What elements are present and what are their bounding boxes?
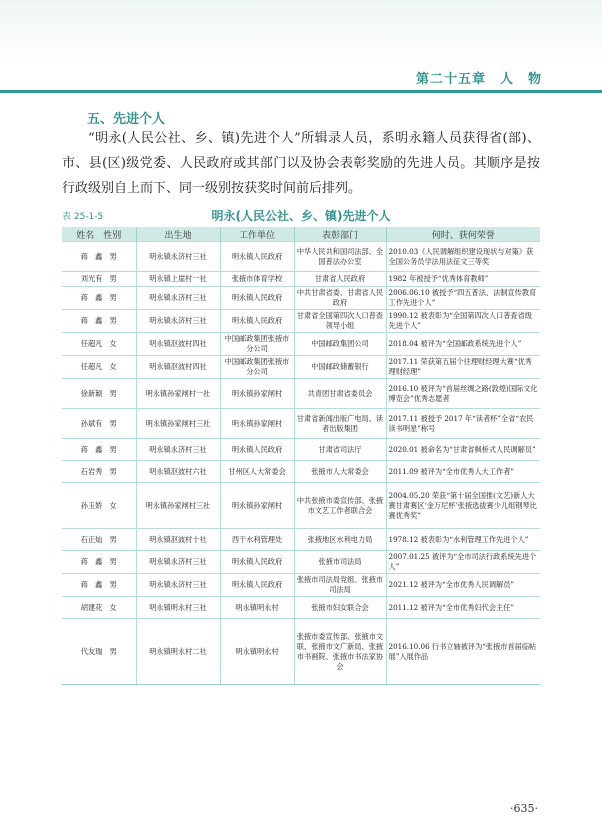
table-row [62, 461, 540, 483]
cell-birthplace: 明永镇沤波村十社 [136, 529, 220, 551]
table-row [62, 333, 540, 356]
table-row [62, 597, 540, 619]
cell-awarding-dept: 中国邮政储蓄银行 [294, 356, 386, 379]
cell-work-unit: 明永镇人民政府 [220, 551, 294, 574]
cell-name-gender: 石岩秀 男 [62, 461, 136, 483]
cell-work-unit: 明永镇孙家闸村 [220, 483, 294, 529]
cell-birthplace: 明永镇孙家闸村三社 [136, 409, 220, 439]
cell-work-unit: 明永镇人民政府 [220, 574, 294, 597]
cell-awarding-dept: 张掖市司法局党组、张掖市司法局 [294, 574, 386, 597]
section-heading: 五、先进个人 [87, 112, 166, 127]
cell-birthplace: 明永镇永济村三社 [136, 287, 220, 310]
table-row [62, 379, 540, 409]
cell-awarding-dept: 张掖市司法局 [294, 551, 386, 574]
table-row [62, 483, 540, 529]
cell-birthplace: 明永镇明永村三社 [136, 597, 220, 619]
chapter-title: 第二十五章 人 物 [415, 72, 542, 87]
table-row [62, 356, 540, 379]
cell-birthplace: 明永镇永济村三社 [136, 574, 220, 597]
cell-work-unit: 西干水利管理处 [220, 529, 294, 551]
cell-honor: 2004.05.20 荣获“第十届全国推(文艺)新人大赛甘肃赛区‘金万尼杯’张掖选拔赛少儿组钢琴比赛优秀奖” [386, 483, 540, 529]
column-header-honor: 何时、获何荣誉 [386, 227, 540, 242]
cell-awarding-dept: 甘肃省新闻出版广电局、读者出版集团 [294, 409, 386, 439]
cell-awarding-dept: 张掖市人大常委会 [294, 461, 386, 483]
column-header-birthplace: 出生地 [136, 227, 220, 242]
cell-work-unit: 明永镇人民政府 [220, 287, 294, 310]
cell-birthplace: 明永镇明永村二社 [136, 619, 220, 685]
cell-birthplace: 明永镇沤波村四社 [136, 333, 220, 356]
table-row [62, 242, 540, 272]
cell-name-gender: 孙斌有 男 [62, 409, 136, 439]
cell-awarding-dept: 中共张掖市委宣传部、张掖市文艺工作者联合会 [294, 483, 386, 529]
cell-name-gender: 蒋 鑫 男 [62, 439, 136, 461]
cell-honor: 1978.12 被表彰为“水利管理工作先进个人” [386, 529, 540, 551]
cell-work-unit: 明永镇人民政府 [220, 439, 294, 461]
cell-honor: 2018.04 被评为“全国邮政系统先进个人” [386, 333, 540, 356]
cell-awarding-dept: 甘肃省人民政府 [294, 272, 386, 287]
cell-honor: 1990.12 被表彰为“全国第四次人口普查省级先进个人” [386, 310, 540, 333]
cell-awarding-dept: 甘肃省全国第四次人口普查领导小组 [294, 310, 386, 333]
cell-work-unit: 甘州区人大常委会 [220, 461, 294, 483]
cell-awarding-dept: 中国邮政集团公司 [294, 333, 386, 356]
cell-birthplace: 明永镇沤波村六社 [136, 461, 220, 483]
column-header-work-unit: 工作单位 [220, 227, 294, 242]
chapter-divider [0, 90, 602, 93]
table-header-row [62, 227, 540, 242]
cell-work-unit: 张掖市体育学校 [220, 272, 294, 287]
cell-name-gender: 刘光有 男 [62, 272, 136, 287]
cell-name-gender: 蒋 鑫 男 [62, 574, 136, 597]
cell-honor: 1982 年被授予“优秀体育教师” [386, 272, 540, 287]
table-body [62, 242, 540, 685]
cell-honor: 2016.10.06 行书立轴被评为“张掖市首届临帖展”入展作品 [386, 619, 540, 685]
cell-name-gender: 蒋 鑫 男 [62, 310, 136, 333]
cell-name-gender: 徐新颖 男 [62, 379, 136, 409]
cell-work-unit: 中国邮政集团张掖市分公司 [220, 356, 294, 379]
intro-paragraph: “明永(人民公社、乡、镇)先进个人”所辑录人员，系明永籍人员获得省(部)、市、县(区)级党委、人民政府或其部门以及协会表彰奖励的先进人员。其顺序是按行政级别自上而下、同一级别按获奖时间前后排列。 [62, 131, 540, 196]
cell-birthplace: 明永镇孙家闸村三社 [136, 483, 220, 529]
cell-name-gender: 蒋 鑫 男 [62, 242, 136, 272]
cell-honor: 2010.03《人民调解组织建设现状与对策》获全国公务员学法用法征文三等奖 [386, 242, 540, 272]
cell-birthplace: 明永镇永济村三社 [136, 439, 220, 461]
cell-honor: 2011.12 被评为“全市优秀妇代会主任” [386, 597, 540, 619]
table-row [62, 310, 540, 333]
cell-awarding-dept: 中共甘肃省委、甘肃省人民政府 [294, 287, 386, 310]
cell-name-gender: 石正灿 男 [62, 529, 136, 551]
table-row [62, 287, 540, 310]
cell-awarding-dept: 甘肃省司法厅 [294, 439, 386, 461]
honors-table [62, 227, 540, 685]
cell-honor: 2021.12 被评为“全市优秀人民调解员” [386, 574, 540, 597]
cell-work-unit: 明永镇孙家闸村 [220, 379, 294, 409]
cell-name-gender: 代友瑞 男 [62, 619, 136, 685]
cell-name-gender: 任超凡 女 [62, 356, 136, 379]
header-band [0, 0, 602, 64]
table-row [62, 551, 540, 574]
cell-honor: 2017.11 荣获第五届个往理财经理大赛“优秀理财经理” [386, 356, 540, 379]
cell-birthplace: 明永镇孙家闸村一社 [136, 379, 220, 409]
table-row [62, 619, 540, 685]
table-number: 表 25-1-5 [62, 212, 104, 222]
table-row [62, 529, 540, 551]
cell-work-unit: 明永镇明永村 [220, 619, 294, 685]
cell-work-unit: 明永镇明永村 [220, 597, 294, 619]
cell-awarding-dept: 张掖地区水利电力局 [294, 529, 386, 551]
page-number: ·635· [510, 802, 538, 815]
table-row [62, 409, 540, 439]
cell-work-unit: 明永镇人民政府 [220, 242, 294, 272]
cell-honor: 2007.01.25 被评为“全市司法行政系统先进个人” [386, 551, 540, 574]
cell-awarding-dept: 张掖市委宣传部、张掖市文联、张掖市文广新局、张掖市书画院、张掖市书法家协会 [294, 619, 386, 685]
cell-honor: 2011.09 被评为“全市优秀人大工作者” [386, 461, 540, 483]
cell-name-gender: 任超凡 女 [62, 333, 136, 356]
cell-name-gender: 胡建花 女 [62, 597, 136, 619]
table-row [62, 272, 540, 287]
cell-honor: 2006.06.10 被授予“四五普法、法制宣传教育工作先进个人” [386, 287, 540, 310]
cell-birthplace: 明永镇永济村三社 [136, 310, 220, 333]
table-title: 明永(人民公社、乡、镇)先进个人 [211, 209, 391, 223]
cell-awarding-dept: 张掖市妇女联合会 [294, 597, 386, 619]
cell-awarding-dept: 共青团甘肃省委员会 [294, 379, 386, 409]
cell-name-gender: 蒋 鑫 男 [62, 551, 136, 574]
cell-work-unit: 中国邮政集团张掖市分公司 [220, 333, 294, 356]
cell-birthplace: 明永镇上崖村一社 [136, 272, 220, 287]
cell-honor: 2020.01 被命名为“甘肃省枫桥式人民调解员” [386, 439, 540, 461]
column-header-name-gender: 姓名 性别 [62, 227, 136, 242]
cell-awarding-dept: 中华人民共和国司法部、全国普法办公室 [294, 242, 386, 272]
table-row [62, 574, 540, 597]
cell-work-unit: 明永镇孙家闸村 [220, 409, 294, 439]
cell-honor: 2017.11 被授予 2017 年“读者杯”全省“农民读书明星”称号 [386, 409, 540, 439]
cell-honor: 2016.10 被评为“首届丝绸之路(敦煌)国际文化博览会”优秀志愿者 [386, 379, 540, 409]
cell-birthplace: 明永镇沤波村四社 [136, 356, 220, 379]
table-row [62, 439, 540, 461]
cell-birthplace: 明永镇永济村三社 [136, 242, 220, 272]
cell-name-gender: 蒋 鑫 男 [62, 287, 136, 310]
cell-name-gender: 孙玉娇 女 [62, 483, 136, 529]
cell-work-unit: 明永镇人民政府 [220, 310, 294, 333]
table-caption [62, 207, 540, 225]
column-header-awarding-dept: 表彰部门 [294, 227, 386, 242]
cell-birthplace: 明永镇永济村三社 [136, 551, 220, 574]
